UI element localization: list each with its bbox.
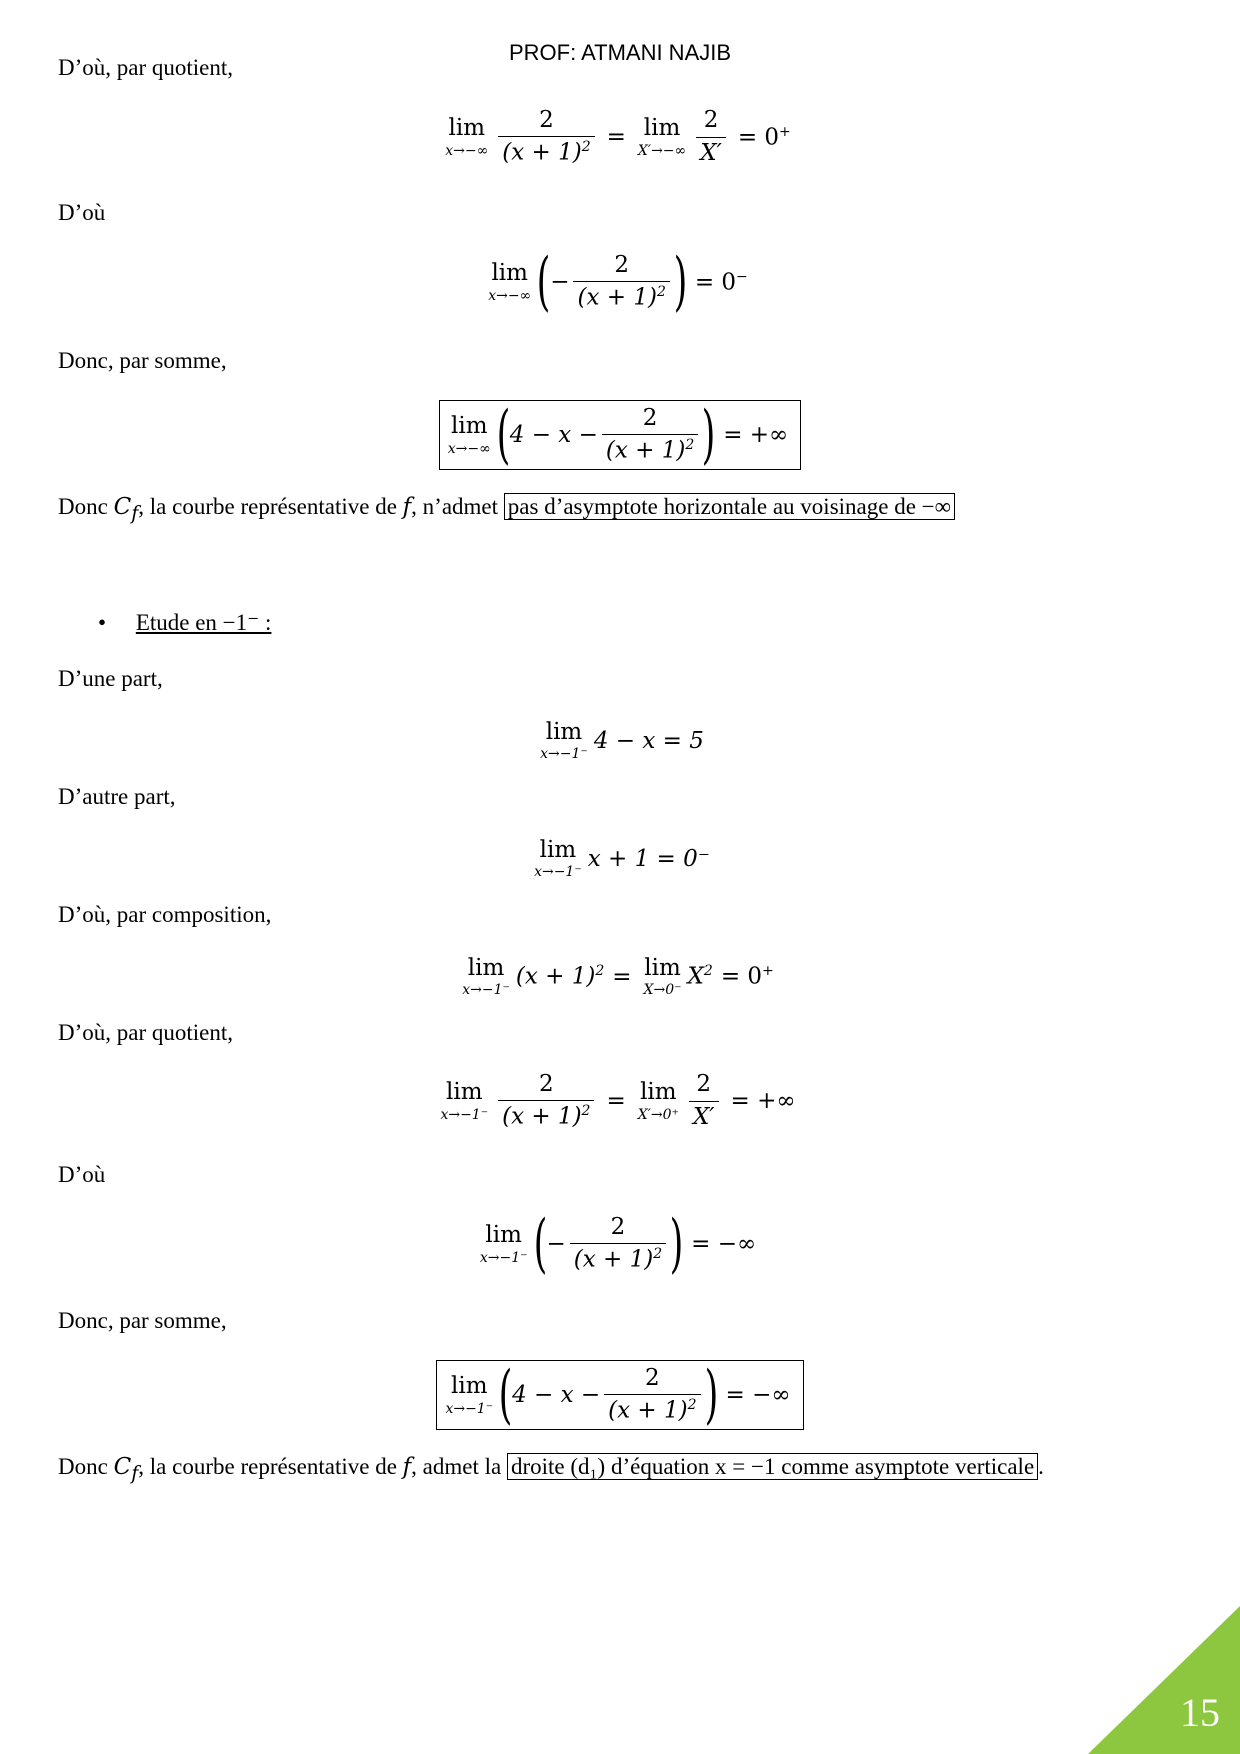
page-number: 15 (1180, 1690, 1220, 1735)
paragraph: D’où, par quotient, (58, 1020, 234, 1045)
equation-limit-quotient-minus-infinity: lim x→−∞ $\frac{2}{(x + 1)^2}$ = lim X′→−∞ $\frac{2}{X'}$ = 0+ (445, 107, 791, 166)
paragraph: D’où, par quotient, (58, 55, 234, 80)
equation-boxed-result-minus-1: lim x→−1⁻ ( 4 − x − $\frac{2}{(x + 1)^2}$ ) = −∞ (0, 1360, 1240, 1430)
bullet-dot: • (98, 610, 107, 635)
boxed-conclusion: pas d’asymptote horizontale au voisinage de −∞ (504, 493, 955, 520)
section-title: Etude en −1⁻ : (135, 610, 272, 635)
paragraph: D’une part, (58, 666, 163, 691)
paragraph: D’autre part, (58, 784, 176, 809)
paragraph: Donc, par somme, (58, 1308, 227, 1333)
equation-limit-4-minus-x: lim x→−1⁻ 4 − x = 5 (540, 719, 704, 763)
section-bullet (98, 610, 271, 636)
equation-composition: lim x→−1⁻ $(x + 1)^2$ = lim X→0⁻ $X^2$ = 0+ (462, 955, 774, 999)
equation-boxed-result-minus-infinity: lim x→−∞ ( 4 − x − $\frac{2}{(x + 1)^2}$ ) = +∞ (0, 400, 1240, 470)
boxed-conclusion: droite (d₁) d’équation x = −1 comme asymptote verticale (507, 1453, 1038, 1480)
paragraph: Donc, par somme, (58, 348, 227, 373)
equation-limit-quotient-minus-1: lim x→−1⁻ $\frac{2}{(x + 1)^2}$ = lim X′→0⁺ $\frac{2}{X'}$ = +∞ (440, 1071, 796, 1130)
conclusion-vertical-asymptote: Donc $C_f$, la courbe représentative de f, admet la droite (d₁) d’équation x = −1 comme asymptote verticale . (58, 1454, 1044, 1485)
paragraph: D’où, par composition, (58, 902, 272, 927)
equation-limit-x-plus-1: lim x→−1⁻ x + 1 = 0⁻ (534, 837, 710, 881)
equation-limit-negative-fraction-minus-infinity: lim x→−∞ ( − $\frac{2}{(x + 1)^2}$ ) = 0− (488, 245, 748, 319)
page-header: PROF: ATMANI NAJIB (508, 40, 732, 65)
equation-limit-negative-fraction-minus-1: lim x→−1⁻ ( − $\frac{2}{(x + 1)^2}$ ) = −∞ (479, 1207, 757, 1281)
paragraph: D’où (58, 1162, 106, 1187)
conclusion-no-horizontal-asymptote: Donc $C_f$, la courbe représentative de f, n’admet pas d’asymptote horizontale au voisinage de −∞ (58, 494, 955, 525)
paragraph: D’où (58, 200, 106, 225)
